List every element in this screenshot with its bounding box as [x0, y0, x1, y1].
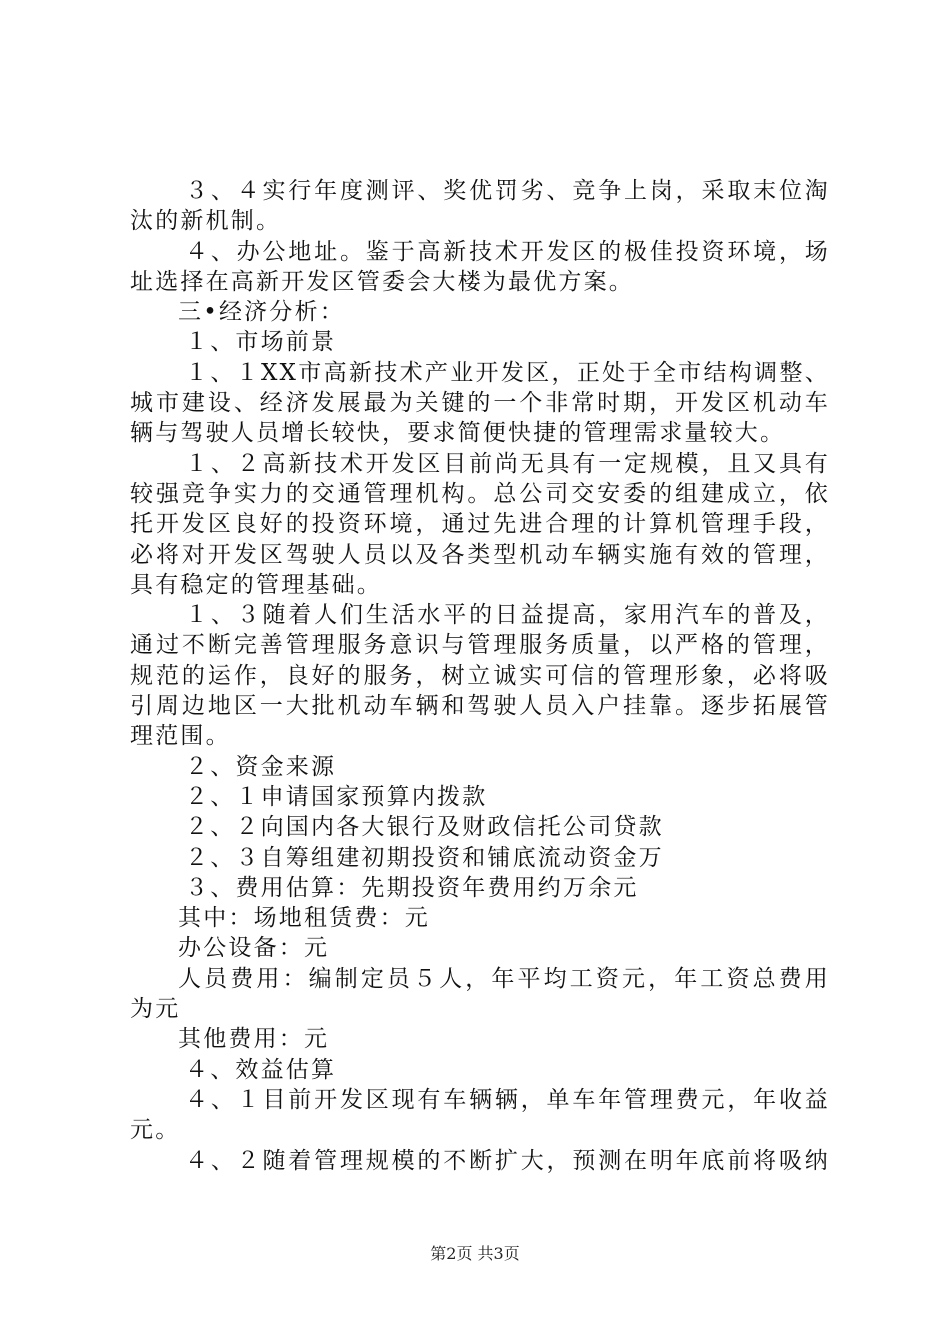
paragraph-line: ４、２随着管理规模的不断扩大，预测在明年底前将吸纳 — [185, 1147, 830, 1174]
paragraph-line: ４、１目前开发区现有车辆辆，单车年管理费元，年收益 — [185, 1086, 830, 1113]
paragraph-line: 人员费用：编制定员５人，年平均工资元，年工资总费用 — [178, 965, 830, 992]
paragraph-line: 理范围。 — [130, 723, 231, 750]
paragraph-line: 具有稳定的管理基础。 — [130, 571, 382, 598]
subsection-heading: ３、费用估算：先期投资年费用约万余元 — [185, 874, 639, 901]
list-item: 其他费用：元 — [178, 1026, 330, 1053]
document-body — [130, 176, 830, 1176]
paragraph-line: 通过不断完善管理服务意识与管理服务质量，以严格的管理， — [130, 632, 830, 659]
paragraph-line: 为元 — [130, 996, 181, 1023]
list-item: 其中：场地租赁费：元 — [178, 905, 430, 932]
paragraph-line: 辆与驾驶人员增长较快，要求简便快捷的管理需求量较大。 — [130, 420, 786, 447]
paragraph-line: ３、４实行年度测评、奖优罚劣、竞争上岗，采取末位淘 — [185, 178, 830, 204]
paragraph-line: ４、办公地址。鉴于高新技术开发区的极佳投资环境，场 — [185, 238, 830, 265]
paragraph-line: １、１XX市高新技术产业开发区，正处于全市结构调整、 — [185, 359, 830, 386]
paragraph-line: 规范的运作，良好的服务，树立诚实可信的管理形象，必将吸 — [130, 662, 830, 689]
paragraph-line: １、３随着人们生活水平的日益提高，家用汽车的普及， — [185, 602, 830, 629]
list-item: ２、３自筹组建初期投资和铺底流动资金万 — [185, 844, 664, 871]
list-item: 办公设备：元 — [178, 935, 330, 962]
list-item: ２、２向国内各大银行及财政信托公司贷款 — [185, 814, 664, 841]
paragraph-line: 址选择在高新开发区管委会大楼为最优方案。 — [130, 268, 634, 295]
paragraph-line: 元。 — [130, 1117, 181, 1144]
page-footer: 第2页 共3页 — [430, 1244, 520, 1263]
paragraph-line: 较强竞争实力的交通管理机构。总公司交安委的组建成立，依 — [130, 480, 830, 507]
section-heading: 三•经济分析： — [178, 299, 345, 326]
paragraph-line: 必将对开发区驾驶人员以及各类型机动车辆实施有效的管理， — [130, 541, 830, 568]
list-item: ２、１申请国家预算内拨款 — [185, 783, 488, 810]
paragraph-line: １、２高新技术开发区目前尚无具有一定规模，且又具有 — [185, 450, 830, 477]
subsection-heading: ４、效益估算 — [185, 1056, 337, 1083]
paragraph-line: 托开发区良好的投资环境，通过先进合理的计算机管理手段， — [130, 511, 830, 538]
subsection-heading: １、市场前景 — [185, 329, 337, 356]
paragraph-line: 引周边地区一大批机动车辆和驾驶人员入户挂靠。逐步拓展管 — [130, 693, 830, 720]
subsection-heading: ２、资金来源 — [185, 753, 337, 780]
paragraph-line: 城市建设、经济发展最为关键的一个非常时期，开发区机动车 — [130, 390, 830, 417]
paragraph-line: 汰的新机制。 — [130, 208, 282, 235]
